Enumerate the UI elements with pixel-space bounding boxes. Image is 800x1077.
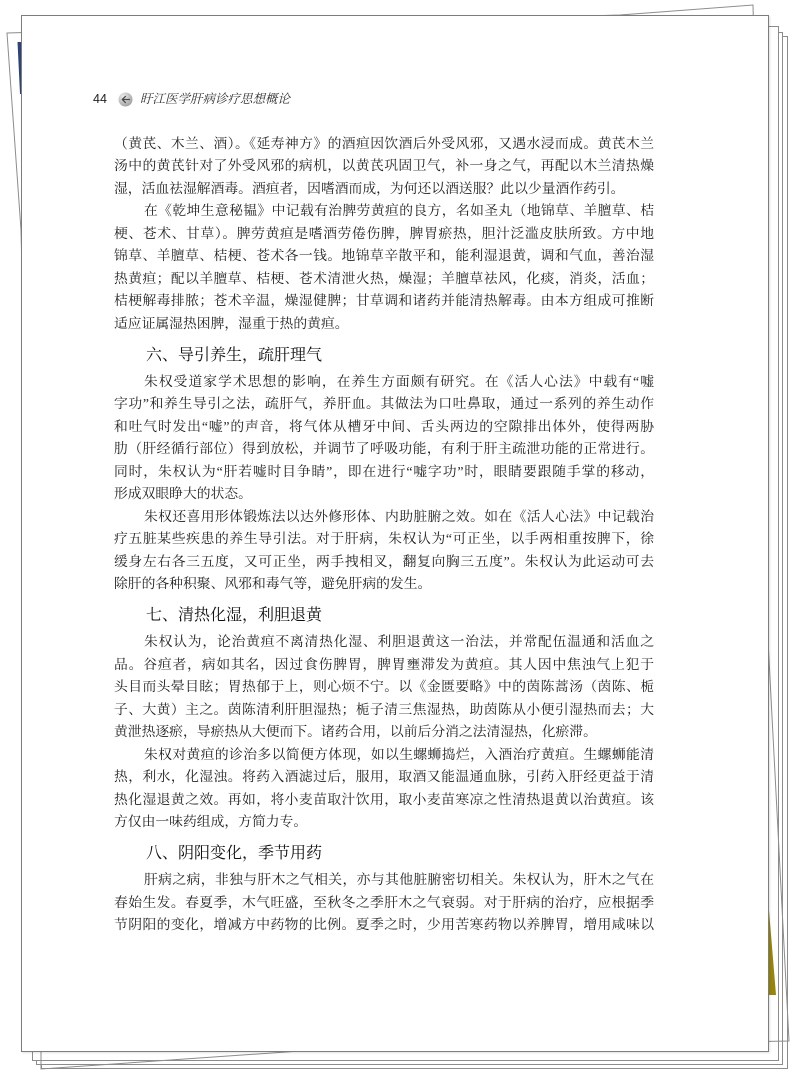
- text-line: 锦草、羊膻草、桔梗、苍术各一钱。地锦草辛散平和，能利湿退黄，调和气血，善治湿: [114, 248, 654, 264]
- text-line: 在《乾坤生意秘韫》中记载有治脾劳黄疸的良方，名如圣丸（地锦草、羊膻草、桔: [144, 203, 654, 219]
- text-line: 肋（肝经循行部位）得到放松，并调节了呼吸功能，有利于肝主疏泄功能的正常进行。: [114, 441, 654, 457]
- circled-left-arrow-icon: [118, 92, 133, 107]
- text-line: 朱权对黄疸的诊治多以简便方体现，如以生螺蛳捣烂，入酒治疗黄疸。生螺蛳能清: [144, 746, 654, 762]
- text-line: 除肝的各种积聚、风邪和毒气等，避免肝病的发生。: [114, 576, 432, 592]
- text-line: 节阴阳的变化，增减方中药物的比例。夏季之时，少用苦寒药物以养脾胃，增用咸味以: [114, 917, 654, 933]
- paragraph: [114, 631, 654, 744]
- paragraph: [114, 506, 654, 596]
- text-line: （黄芪、木兰、酒）。《延寿神方》的酒疸因饮酒后外受风邪，又遇水浸而成。黄芪木兰: [114, 135, 654, 151]
- text-line: 字功”和养生导引之法，疏肝气，养肝血。其做法为口吐鼻取，通过一系列的养生动作: [114, 396, 654, 412]
- page-number: 44: [93, 92, 107, 106]
- text-line: 桔梗解毒排脓；苍术辛温，燥湿健脾；甘草调和诸药并能清热解毒。由本方组成可推断: [114, 293, 654, 309]
- text-line: 同时，朱权认为“肝若嘘时目争睛”，即在进行“嘘字功”时，眼睛要跟随手掌的移动，: [114, 463, 654, 479]
- text-line: 疗五脏某些疾患的养生导引法。对于肝病，朱权认为“可正坐，以手两相重按脾下，徐: [114, 531, 654, 547]
- text-line: 方仅由一味药组成，方简力专。: [114, 814, 308, 830]
- text-line: 子、大黄）主之。茵陈清利肝胆湿热；栀子清三焦湿热，助茵陈从小便引湿热而去；大: [114, 701, 654, 717]
- paragraph: [114, 371, 654, 506]
- text-line: 缓身左右各三五度，又可正坐，两手拽相叉，翻复向胸三五度”。朱权认为此运动可去: [114, 553, 654, 569]
- book-title: 盱江医学肝病诊疗思想概论: [140, 92, 291, 106]
- paragraph: [114, 200, 654, 335]
- text-line: 热，利水，化湿浊。将药入酒滤过后，服用，取酒又能温通血脉，引药入肝经更益于清: [114, 769, 654, 785]
- text-line: 和吐气时发出“嘘”的声音，将气体从槽牙中间、舌头两边的空隙排出体外，使得两胁: [114, 418, 654, 434]
- text-line: 品。谷疸者，病如其名，因过食伤脾胃，脾胃壅滞发为黄疸。其人因中焦浊气上犯于: [114, 656, 654, 672]
- text-line: 湿，活血祛湿解酒毒。酒疸者，因嗜酒而成，为何还以酒送服？此以少量酒作药引。: [114, 180, 625, 196]
- text-line: 热黄疸；配以羊膻草、桔梗、苍术清泄火热，燥湿；羊膻草祛风，化痰，消炎，活血；: [114, 270, 654, 286]
- paragraph: [114, 744, 654, 834]
- text-line: 形成双眼睁大的状态。: [114, 486, 252, 502]
- text-line: 黄泄热逐瘀，导瘀热从大便而下。诸药合用，以前后分消之法清湿热，化瘀滞。: [114, 724, 597, 740]
- section-heading: 八、阴阳变化，季节用药: [146, 843, 323, 863]
- text-line: 梗、苍术、甘草）。脾劳黄疸是嗜酒劳倦伤脾，脾胃瘀热，胆汁泛滥皮肤所致。方中地: [114, 225, 654, 241]
- paragraph: [114, 133, 654, 201]
- text-line: 朱权认为，论治黄疸不离清热化湿、利胆退黄这一治法，并常配伍温通和活血之: [144, 634, 654, 650]
- text-line: 春始生发。春夏季，木气旺盛，至秋冬之季肝木之气衰弱。对于肝病的治疗，应根据季: [114, 894, 654, 910]
- text-line: 肝病之病，非独与肝木之气相关，亦与其他脏腑密切相关。朱权认为，肝木之气在: [144, 872, 654, 888]
- text-line: 热化湿退黄之效。再如，将小麦苗取汁饮用，取小麦苗寒凉之性清热退黄以治黄疸。该: [114, 791, 654, 807]
- section-heading: 六、导引养生，疏肝理气: [146, 344, 323, 364]
- section-heading: 七、清热化湿，利胆退黄: [146, 605, 323, 625]
- book-page: [21, 15, 769, 1052]
- paragraph: [114, 869, 654, 937]
- body-text: [114, 133, 654, 937]
- text-line: 头目而头晕目眩；胃热郁于上，则心烦不宁。以《金匮要略》中的茵陈蒿汤（茵陈、栀: [114, 679, 654, 695]
- text-line: 朱权还喜用形体锻炼法以达外修形体、内助脏腑之效。如在《活人心法》中记载治: [144, 508, 654, 524]
- text-line: 适应证属湿热困脾，湿重于热的黄疸。: [114, 315, 349, 331]
- text-line: 汤中的黄芪针对了外受风邪的病机，以黄芪巩固卫气，补一身之气，再配以木兰清热燥: [114, 158, 654, 174]
- text-line: 朱权受道家学术思想的影响，在养生方面颇有研究。在《活人心法》中载有“嘘: [144, 373, 654, 389]
